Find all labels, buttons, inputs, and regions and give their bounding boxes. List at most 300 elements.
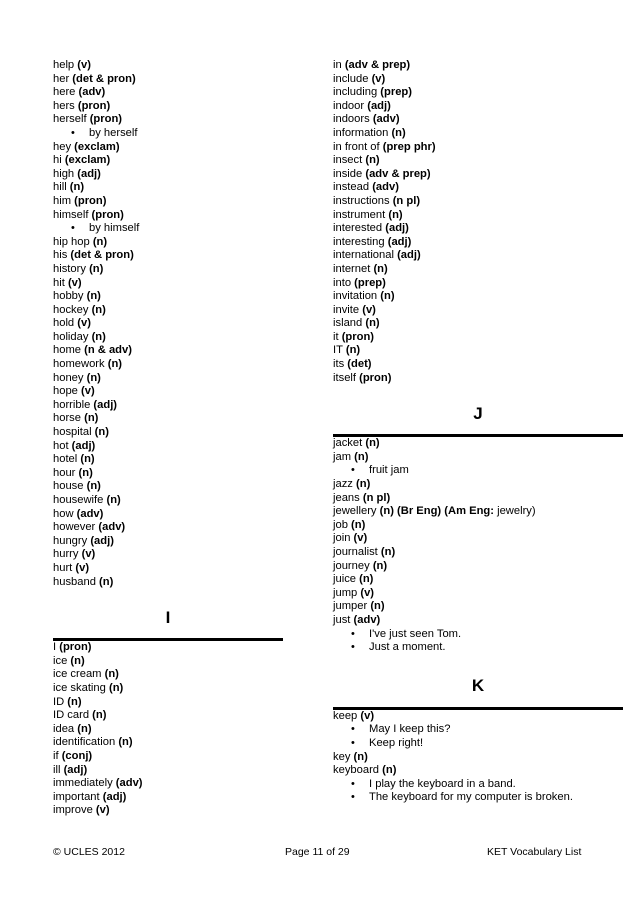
entry-part-of-speech: (adj) xyxy=(90,534,114,547)
vocab-entry xyxy=(333,710,623,724)
vocab-entry xyxy=(53,668,283,682)
entry-part-of-speech: (v) xyxy=(95,804,110,817)
left-column xyxy=(53,59,283,818)
entry-word: ice skating xyxy=(53,681,106,694)
vocab-entry xyxy=(53,263,283,277)
example-bullet xyxy=(333,778,623,792)
entry-part-of-speech: (n) xyxy=(118,736,133,749)
entry-part-of-speech: (n) (Br Eng) (Am Eng: xyxy=(379,505,494,518)
entry-part-of-speech: (v) xyxy=(353,532,368,545)
vocab-entry xyxy=(53,168,283,182)
entry-word: horse xyxy=(53,412,81,425)
section-rule xyxy=(333,434,623,437)
entry-part-of-speech: (n) xyxy=(92,709,107,722)
entry-word: I xyxy=(53,641,57,654)
entry-part-of-speech: (prep) xyxy=(380,86,412,99)
entry-part-of-speech: (adv & prep) xyxy=(344,59,411,71)
vocab-entry xyxy=(53,100,283,114)
vocab-entry xyxy=(53,236,283,250)
entry-part-of-speech: (n & adv) xyxy=(84,344,132,357)
vocab-entry xyxy=(333,59,623,73)
entry-word: key xyxy=(333,750,351,763)
entry-part-of-speech: (adv) xyxy=(353,613,381,626)
vocab-entry xyxy=(333,249,623,263)
vocab-entry xyxy=(53,399,283,413)
entry-part-of-speech: (prep phr) xyxy=(382,140,436,153)
vocab-entry xyxy=(53,576,283,590)
entry-word: job xyxy=(333,518,348,531)
entry-part-of-speech: (v) xyxy=(81,548,96,561)
entry-word: identification xyxy=(53,736,116,749)
example-text: I've just seen Tom. xyxy=(369,627,462,640)
entry-part-of-speech: (adj) xyxy=(385,222,409,235)
entry-part-of-speech: (adj) xyxy=(367,99,391,112)
entry-part-of-speech: (adj) xyxy=(93,398,118,411)
vocab-entry xyxy=(53,209,283,223)
entry-word: it xyxy=(333,330,339,343)
entry-part-of-speech: (n) xyxy=(365,437,380,450)
entry-part-of-speech: (n) xyxy=(86,290,101,303)
entry-word: keyboard xyxy=(333,764,380,777)
example-text: May I keep this? xyxy=(369,723,451,736)
entry-word: hope xyxy=(53,385,78,398)
entry-part-of-speech: (pron) xyxy=(77,99,111,112)
vocab-entry xyxy=(333,222,623,236)
entry-word: instructions xyxy=(333,194,390,207)
entry-word: ID xyxy=(53,695,65,708)
entry-word: jazz xyxy=(333,478,353,491)
vocab-entry xyxy=(53,154,283,168)
vocab-entry xyxy=(333,372,623,386)
entry-part-of-speech: (n) xyxy=(365,154,380,167)
entry-word: his xyxy=(53,249,68,262)
entry-part-of-speech: (adv) xyxy=(98,521,126,534)
vocab-entry xyxy=(333,236,623,250)
entry-part-of-speech: (conj) xyxy=(61,749,93,762)
vocab-entry xyxy=(53,412,283,426)
vocab-entry xyxy=(53,696,283,710)
example-text: Keep right! xyxy=(369,736,424,749)
vocab-entry xyxy=(53,791,283,805)
example-bullet xyxy=(53,127,283,141)
entry-word: hold xyxy=(53,317,75,330)
entry-word: history xyxy=(53,262,86,275)
vocab-entry xyxy=(53,682,283,696)
entry-part-of-speech: (adj) xyxy=(397,249,421,262)
entry-word: in xyxy=(333,59,342,71)
entry-part-of-speech: (n) xyxy=(391,126,406,139)
entry-part-of-speech: (adj) xyxy=(63,763,88,776)
vocab-entry xyxy=(53,385,283,399)
entry-word: insect xyxy=(333,154,363,167)
entry-part-of-speech: (pron) xyxy=(341,330,375,343)
entry-word: join xyxy=(333,532,351,545)
entry-part-of-speech: (n) xyxy=(380,290,395,303)
entry-part-of-speech: (det & pron) xyxy=(70,249,134,262)
example-text: by herself xyxy=(89,126,138,139)
entry-word: interested xyxy=(333,222,383,235)
entry-word: hip hop xyxy=(53,235,90,248)
vocab-entry xyxy=(333,358,623,372)
vocab-entry xyxy=(333,505,623,519)
entry-part-of-speech: (adv) xyxy=(76,507,104,520)
vocab-entry xyxy=(53,723,283,737)
footer-copyright: © UCLES 2012 xyxy=(53,846,125,858)
entry-word: keep xyxy=(333,709,358,722)
entry-part-of-speech: (adv) xyxy=(372,113,400,126)
vocab-entry xyxy=(333,290,623,304)
entry-word: itself xyxy=(333,371,357,384)
entry-word: hill xyxy=(53,181,67,194)
entry-word: hi xyxy=(53,154,62,167)
entry-part-of-speech: (prep) xyxy=(354,276,386,289)
vocab-entry xyxy=(333,277,623,291)
section-rule xyxy=(333,707,623,710)
entry-part-of-speech: (n pl) xyxy=(392,194,421,207)
vocab-entry xyxy=(53,344,283,358)
entry-part-of-speech: (n) xyxy=(356,478,371,491)
vocab-entry xyxy=(333,587,623,601)
entry-word: hobby xyxy=(53,290,84,303)
entry-part-of-speech: (n) xyxy=(107,358,123,371)
vocab-entry xyxy=(53,277,283,291)
entry-part-of-speech: (n) xyxy=(70,654,85,667)
example-bullet xyxy=(333,791,623,805)
entry-word: interesting xyxy=(333,235,385,248)
vocab-entry xyxy=(53,562,283,576)
entry-word: house xyxy=(53,480,84,493)
vocab-entry xyxy=(333,263,623,277)
entry-word: include xyxy=(333,72,369,85)
entry-part-of-speech: (v) xyxy=(75,561,90,574)
entry-word: including xyxy=(333,86,378,99)
example-text: The keyboard for my computer is broken. xyxy=(369,791,573,804)
vocab-entry xyxy=(333,141,623,155)
entry-word: journey xyxy=(333,559,370,572)
section-heading-k xyxy=(333,655,623,710)
example-bullet xyxy=(53,222,283,236)
entry-word: immediately xyxy=(53,777,113,790)
example-bullet xyxy=(333,737,623,751)
entry-word: husband xyxy=(53,575,96,588)
entry-word: its xyxy=(333,358,345,371)
entry-part-of-speech: (n) xyxy=(77,722,92,735)
entry-part-of-speech: (v) xyxy=(360,586,375,599)
entry-part-of-speech: (pron) xyxy=(91,208,124,221)
entry-part-of-speech: (n) xyxy=(351,518,366,531)
entry-word: jeans xyxy=(333,491,360,504)
entry-part-of-speech: (pron) xyxy=(89,113,123,126)
entry-part-of-speech: (det & pron) xyxy=(72,72,136,85)
entry-word: ID card xyxy=(53,709,90,722)
vocab-entry xyxy=(333,317,623,331)
vocab-entry xyxy=(53,317,283,331)
vocab-entry xyxy=(53,440,283,454)
example-text: Just a moment. xyxy=(369,641,446,654)
entry-word: instead xyxy=(333,181,370,194)
entry-part-of-speech: (v) xyxy=(371,72,386,85)
vocab-entry xyxy=(53,804,283,818)
entry-part-of-speech: (v) xyxy=(77,59,91,71)
entry-part-of-speech: (pron) xyxy=(74,194,107,207)
entry-word: jump xyxy=(333,586,358,599)
entry-part-of-speech: (n) xyxy=(372,559,388,572)
entry-part-of-speech: (n) xyxy=(106,494,121,506)
entry-part-of-speech: (v) xyxy=(67,276,82,289)
vocab-entry xyxy=(53,304,283,318)
entry-word: instrument xyxy=(333,208,386,221)
entry-word: internet xyxy=(333,262,371,275)
section-letter: I xyxy=(165,608,171,628)
vocab-entry xyxy=(53,195,283,209)
vocab-entry xyxy=(53,59,283,73)
entry-part-of-speech: (n) xyxy=(86,480,101,493)
vocab-entry xyxy=(53,535,283,549)
example-bullet xyxy=(333,723,623,737)
entry-part-of-speech: (n) xyxy=(365,317,380,330)
entry-part-of-speech: (adv & prep) xyxy=(365,167,431,180)
entry-word: herself xyxy=(53,113,87,126)
entry-word: information xyxy=(333,126,389,139)
footer-page-number: Page 11 of 29 xyxy=(285,846,350,858)
entry-word: IT xyxy=(333,344,343,357)
entry-part-of-speech: (n) xyxy=(86,371,101,384)
entry-word: ill xyxy=(53,763,61,776)
entry-word: her xyxy=(53,72,70,85)
vocab-entry xyxy=(53,73,283,87)
vocab-entry xyxy=(333,113,623,127)
entry-word: hospital xyxy=(53,426,92,439)
vocab-entry xyxy=(53,521,283,535)
entry-part-of-speech: (n) xyxy=(67,695,82,708)
vocab-entry xyxy=(53,426,283,440)
example-bullet xyxy=(333,641,623,655)
entry-part-of-speech: (exclam) xyxy=(64,154,111,167)
example-text: I play the keyboard in a band. xyxy=(369,777,516,790)
entry-word: jumper xyxy=(333,600,368,613)
vocab-entry xyxy=(53,249,283,263)
entry-part-of-speech: (adj) xyxy=(102,790,127,803)
section-letter: K xyxy=(471,675,485,695)
entry-word: however xyxy=(53,521,96,534)
entry-word: how xyxy=(53,507,74,520)
vocab-entry xyxy=(53,764,283,778)
entry-word: himself xyxy=(53,208,89,221)
entry-part-of-speech: (n) xyxy=(373,262,388,275)
entry-word: jewellery xyxy=(333,505,377,518)
entry-word: hurry xyxy=(53,548,79,561)
vocab-entry xyxy=(333,764,623,778)
entry-word: invite xyxy=(333,303,360,316)
entry-word: indoors xyxy=(333,113,370,126)
vocab-entry xyxy=(53,372,283,386)
vocab-entry xyxy=(53,750,283,764)
entry-part-of-speech: (n) xyxy=(108,681,124,694)
entry-part-of-speech: (pron) xyxy=(59,641,92,654)
vocab-entry xyxy=(53,508,283,522)
entry-part-of-speech: (n) xyxy=(80,453,95,466)
entry-word: high xyxy=(53,167,75,180)
entry-part-of-speech: (n) xyxy=(78,466,93,479)
entry-word: hotel xyxy=(53,453,78,466)
entry-part-of-speech: (v) xyxy=(360,709,375,722)
vocab-entry xyxy=(333,451,623,465)
entry-part-of-speech: (n) xyxy=(104,668,119,681)
vocab-entry xyxy=(53,141,283,155)
vocab-entry xyxy=(333,492,623,506)
vocab-entry xyxy=(333,154,623,168)
entry-part-of-speech: (n) xyxy=(359,573,374,586)
entry-part-of-speech: (n) xyxy=(382,764,397,777)
vocab-entry xyxy=(333,181,623,195)
vocab-entry xyxy=(53,290,283,304)
entry-word: him xyxy=(53,194,72,207)
section-rule xyxy=(53,638,283,641)
entry-part-of-speech: (n) xyxy=(388,208,403,221)
entry-word: hungry xyxy=(53,534,88,547)
entry-word: idea xyxy=(53,722,75,735)
vocab-entry xyxy=(53,86,283,100)
entry-part-of-speech: (n pl) xyxy=(362,491,391,504)
entry-word: home xyxy=(53,344,81,357)
example-bullet xyxy=(333,628,623,642)
example-text: fruit jam xyxy=(369,464,409,477)
vocab-entry xyxy=(53,777,283,791)
entry-word: juice xyxy=(333,573,357,586)
vocab-entry xyxy=(333,600,623,614)
entry-word: ice cream xyxy=(53,668,102,681)
vocab-entry xyxy=(333,331,623,345)
vocab-entry xyxy=(53,181,283,195)
entry-word: inside xyxy=(333,167,363,180)
vocab-entry xyxy=(333,127,623,141)
section-heading-i xyxy=(53,589,283,641)
vocab-entry xyxy=(53,113,283,127)
entry-word: help xyxy=(53,59,75,71)
section-heading-j xyxy=(333,385,623,437)
entry-part-of-speech: (n) xyxy=(91,303,106,316)
entry-word: hockey xyxy=(53,303,89,316)
entry-word: here xyxy=(53,86,76,99)
entry-word: hers xyxy=(53,99,75,112)
entry-word: international xyxy=(333,249,394,262)
entry-word: jacket xyxy=(333,437,363,450)
entry-part-of-speech: (n) xyxy=(354,450,369,463)
entry-part-of-speech: (n) xyxy=(380,546,396,558)
entry-word: jam xyxy=(333,450,352,463)
vocab-entry xyxy=(53,453,283,467)
example-bullet xyxy=(333,464,623,478)
entry-part-of-speech: (n) xyxy=(94,426,109,439)
entry-part-of-speech: (n) xyxy=(353,750,368,763)
entry-part-of-speech: (exclam) xyxy=(74,140,120,153)
vocab-entry xyxy=(53,709,283,723)
entry-part-of-speech: (v) xyxy=(362,303,376,316)
entry-part-of-speech: (n) xyxy=(92,235,108,248)
vocab-entry xyxy=(53,331,283,345)
entry-word: hey xyxy=(53,140,72,153)
entry-part-of-speech: (n) xyxy=(345,344,361,357)
vocab-entry xyxy=(333,519,623,533)
entry-part-of-speech: (adj) xyxy=(77,167,101,180)
entry-part-of-speech: (adv) xyxy=(78,86,106,99)
entry-word: if xyxy=(53,749,59,762)
entry-part-of-speech: (adj) xyxy=(387,235,412,248)
entry-word: island xyxy=(333,317,363,330)
vocab-entry xyxy=(333,560,623,574)
entry-word: hot xyxy=(53,439,69,452)
example-text: by himself xyxy=(89,222,140,235)
entry-word: hit xyxy=(53,276,65,289)
entry-part-of-speech: (adv) xyxy=(115,777,143,790)
entry-word: just xyxy=(333,613,351,626)
section-letter: J xyxy=(473,404,483,424)
right-column xyxy=(333,59,623,805)
vocab-entry xyxy=(53,467,283,481)
entry-part-of-speech: (n) xyxy=(91,330,106,343)
entry-part-of-speech: (adj) xyxy=(71,439,96,452)
vocab-entry xyxy=(53,736,283,750)
entry-part-of-speech: (n) xyxy=(84,412,99,425)
vocab-entry xyxy=(333,614,623,628)
entry-word: improve xyxy=(53,804,93,817)
entry-word: holiday xyxy=(53,330,89,343)
vocab-entry xyxy=(53,548,283,562)
entry-word: homework xyxy=(53,358,105,371)
entry-word: hour xyxy=(53,466,76,479)
entry-word: journalist xyxy=(333,546,378,558)
entry-part-of-speech: (pron) xyxy=(359,371,392,384)
vocab-entry xyxy=(53,494,283,508)
vocab-entry xyxy=(333,478,623,492)
entry-note: jewelry) xyxy=(493,505,536,518)
entry-word: honey xyxy=(53,371,84,384)
vocab-entry xyxy=(333,546,623,560)
entry-part-of-speech: (n) xyxy=(69,181,85,194)
entry-part-of-speech: (v) xyxy=(77,317,91,330)
entry-part-of-speech: (n) xyxy=(89,262,104,275)
vocab-entry xyxy=(333,532,623,546)
footer-title: KET Vocabulary List xyxy=(487,846,582,858)
entry-word: invitation xyxy=(333,290,378,303)
vocab-entry xyxy=(333,100,623,114)
entry-part-of-speech: (adv) xyxy=(372,181,399,194)
vocab-entry xyxy=(333,573,623,587)
entry-word: into xyxy=(333,276,352,289)
entry-part-of-speech: (n) xyxy=(99,575,114,588)
entry-word: important xyxy=(53,790,100,803)
entry-word: housewife xyxy=(53,494,104,506)
entry-part-of-speech: (det) xyxy=(347,358,372,371)
vocab-entry xyxy=(333,86,623,100)
vocab-entry xyxy=(333,437,623,451)
vocab-entry xyxy=(53,480,283,494)
vocab-entry xyxy=(53,655,283,669)
entry-word: ice xyxy=(53,654,68,667)
entry-part-of-speech: (v) xyxy=(81,385,95,398)
entry-part-of-speech: (n) xyxy=(370,600,385,613)
vocab-entry xyxy=(333,344,623,358)
entry-word: hurt xyxy=(53,561,73,574)
vocab-entry xyxy=(333,209,623,223)
entry-word: horrible xyxy=(53,398,91,411)
entry-word: in front of xyxy=(333,140,380,153)
vocab-entry xyxy=(333,168,623,182)
vocab-entry xyxy=(333,751,623,765)
vocab-entry xyxy=(333,73,623,87)
vocab-entry xyxy=(53,641,283,655)
entry-word: indoor xyxy=(333,99,365,112)
